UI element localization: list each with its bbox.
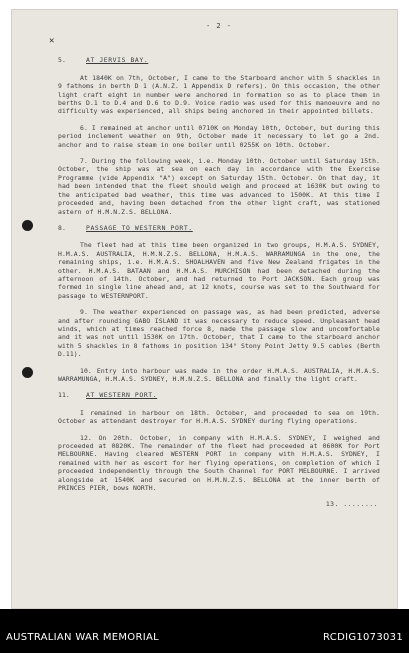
archive-reference: RCDIG1073031 [323,632,403,643]
staple-mark: ✕ [49,36,55,46]
section-title: PASSAGE TO WESTERN PORT. [86,223,193,232]
document-sections [58,56,380,492]
section-heading [58,56,380,64]
archive-footer-bar [0,609,409,653]
next-page-marker: 13. ........ [325,500,378,509]
body-paragraph: 9. The weather experienced on passage was, as had been predicted, adverse and after rounding GABO ISLAND it was necessary to reduce speed. Unpleasant head winds, which at times reached force 8, made the passage slow and uncomfortable and it was not until 1530K on 17th. October, that I came to the starboard anchor with 5 shackles in 8 fathoms in position 134° Stony Point Jetty 9.5 cables (Berth D.11). [58,308,380,359]
section-heading [58,391,380,399]
body-paragraph: At 1840K on 7th, October, I came to the Starboard anchor with 5 shackles in 9 fathoms in berth D 1 (A.N.Z. 1 Appendix D refers). On this occasion, the other light craft eight in number were anchored in formation so as to place them in berths D.1 to D.4 and D.6 to D.9. Voice radio was used for this manoeuvre and no difficulty was experienced, all ships being anchored in their appointed billets. [58,73,380,116]
archive-organization: AUSTRALIAN WAR MEMORIAL [6,632,159,643]
body-paragraph: The fleet had at this time been organized in two groups, H.M.A.S. SYDNEY, H.M.A.S. AUSTRALIA, H.M.N.Z.S. BELLONA, H.M.A.S. WARRAMUNGA in the one, the remaining ships, i.e. H.M.A.S. SHOALHAVEN and five New Zealand frigates in the other. H.M.A.S. BATAAN and H.M.A.S. MURCHISON had been detached during the afternoon of 14th. October, and had returned to Port JACKSON. Each group was formed in single line ahead and, at 12 knots, course was set to the Southward for passage to WESTERNPORT. [58,241,380,300]
document-body [58,22,380,509]
punch-hole-top [22,220,33,231]
section-heading [58,224,380,232]
body-paragraph: 7. During the following week, i.e. Monday 10th. October until Saturday 15th. October, the ship was at sea on each day in accordance with the Exercise Programme (vide Appendix "A") except on Saturday 15th. October. On that day, it had been intended that the fleet should weigh and proceed at 1630K but owing to the anticipated bad weather, this time was advanced to 1500K. At this time I proceeded and, having been detached from the other light craft, was stationed astern of H.M.N.Z.S. BELLONA. [58,157,381,216]
section-title: AT JERVIS BAY. [86,56,149,65]
page-number: - 2 - [205,22,233,30]
punch-hole-bottom [22,367,33,378]
section-number: 8. [58,223,66,232]
body-paragraph: 10. Entry into harbour was made in the order H.M.A.S. AUSTRALIA, H.M.A.S. WARRAMUNGA, H.M.A.S. SYDNEY, H.M.N.Z.S. BELLONA and finally the light craft. [58,366,380,383]
body-paragraph: I remained in harbour on 18th. October, and proceeded to sea on 19th. October as attendant destroyer for H.M.A.S. SYDNEY during flying operations. [58,408,380,426]
section-number: 11. [58,391,70,400]
document-page [11,9,398,609]
section-number: 5. [58,56,66,65]
body-paragraph: 12. On 20th. October, in company with H.M.A.S. SYDNEY, I weighed and proceeded at 0820K. The remainder of the fleet had proceeded at 0600K for Port MELBOURNE. Having cleared WESTERN PORT in company with H.M.A.S. SYDNEY, I remained with her as escort for her flying operations, on completion of which I proceeded independently through the South Channel for PORT MELBOURNE. I arrived alongside at 1540K and secured on H.M.N.Z.S. BELLONA at the inner berth of PRINCES PIER, bows NORTH. [58,433,380,493]
section-title: AT WESTERN PORT. [86,391,158,400]
body-paragraph: 6. I remained at anchor until 0710K on Monday 10th, October, but during this period inclement weather on 9th, October made it necessary to let go a 2nd. anchor and to raise steam in one boiler until 0255K on 10th. October. [58,123,381,149]
